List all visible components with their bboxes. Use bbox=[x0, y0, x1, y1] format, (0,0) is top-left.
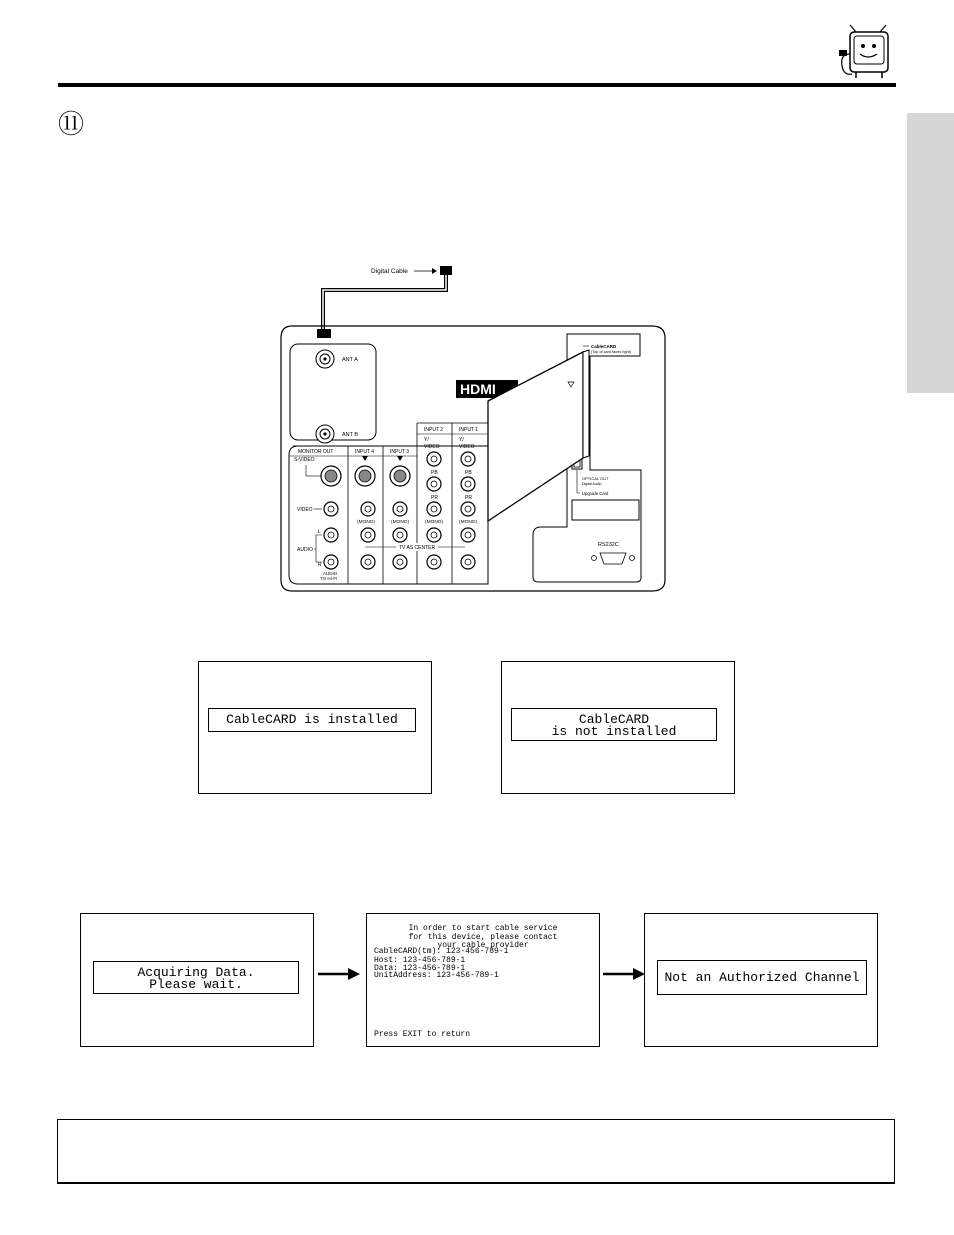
cable-plug-icon bbox=[440, 266, 452, 275]
digital-cable-label: Digital Cable bbox=[371, 268, 408, 275]
input2-pb-label: PB bbox=[431, 470, 438, 476]
input1-pr-label: PR bbox=[465, 495, 472, 501]
not-installed-message: CableCARD is not installed bbox=[511, 708, 717, 741]
ant-b-label: ANT B bbox=[342, 432, 359, 438]
audio-label: AUDIO bbox=[297, 547, 313, 553]
info-ids: CableCARD(tm): 123-456-789-1 Host: 123-456-789-1 Data: 123-456-789-1 bbox=[374, 947, 509, 973]
info-exit-hint: Press EXIT to return bbox=[374, 1030, 471, 1039]
input2-video-label: VIDEO bbox=[424, 444, 440, 450]
audio-to-hifi-label-1: AUDIO bbox=[323, 571, 338, 576]
screen-installed bbox=[198, 661, 432, 794]
rs232c-port bbox=[592, 553, 635, 564]
tv-as-center-label: TV AS CENTER bbox=[399, 545, 436, 551]
note-box bbox=[57, 1119, 895, 1184]
mono-label-1: (MONO) bbox=[459, 520, 478, 525]
optical-out-label: OPTICAL OUT bbox=[582, 476, 609, 481]
input2-pr-label: PR bbox=[431, 495, 438, 501]
section-tab bbox=[907, 113, 954, 393]
mono-label-4: (MONO) bbox=[357, 520, 376, 525]
screen-cable-info bbox=[366, 913, 600, 1047]
input1-video-label: VIDEO bbox=[459, 444, 475, 450]
not-authorized-message: Not an Authorized Channel bbox=[657, 960, 867, 995]
input1-pb-label: PB bbox=[465, 470, 472, 476]
header-rule bbox=[58, 83, 896, 87]
tv-mascot-icon bbox=[836, 24, 896, 80]
video-label: VIDEO bbox=[297, 507, 313, 513]
input1-label: INPUT 1 bbox=[459, 427, 479, 433]
input2-y-label: Y/ bbox=[424, 437, 429, 443]
input4-label: INPUT 4 bbox=[355, 449, 375, 455]
input3-label: INPUT 3 bbox=[390, 449, 410, 455]
cablecard-note: (Top of card faces right) bbox=[591, 350, 631, 354]
input1-y-label: Y/ bbox=[459, 437, 464, 443]
r-label: R bbox=[318, 562, 322, 568]
arrow-right-icon bbox=[316, 966, 362, 982]
audio-to-hifi-label-2: TO HI-FI bbox=[320, 576, 338, 581]
arrow-right-icon bbox=[601, 966, 647, 982]
mono-label-3: (MONO) bbox=[391, 520, 410, 525]
step-marker: ⑪ bbox=[58, 109, 85, 139]
l-label: L bbox=[318, 529, 321, 535]
screen-acquiring bbox=[80, 913, 314, 1047]
upgrade-card-label: Upgrade Card bbox=[582, 491, 609, 496]
ant-a-label: ANT A bbox=[342, 357, 358, 363]
back-panel-diagram bbox=[270, 258, 670, 598]
rs232c-label: RS232C bbox=[598, 542, 619, 548]
hdmi-logo-text: HDMI bbox=[460, 381, 496, 397]
info-header: In order to start cable service for this device, please contact your cable provider bbox=[408, 924, 558, 950]
mono-label-2: (MONO) bbox=[425, 520, 444, 525]
s-video-jack-input3 bbox=[390, 466, 410, 486]
monitor-out-label: MONITOR OUT bbox=[298, 449, 334, 455]
digital-audio-label: Digital Audio bbox=[582, 482, 602, 486]
s-video-label: S-VIDEO bbox=[294, 457, 315, 463]
installed-message: CableCARD is installed bbox=[208, 708, 416, 732]
cablecard-illustration bbox=[488, 352, 583, 521]
screen-not-installed bbox=[501, 661, 735, 794]
s-video-jack-input4 bbox=[355, 466, 375, 486]
screen-not-authorized bbox=[644, 913, 878, 1047]
s-video-jack-monitor bbox=[321, 466, 341, 486]
cablecard-label: CableCARD bbox=[591, 344, 617, 349]
cable-plug-icon bbox=[317, 329, 331, 338]
acquiring-message: Acquiring Data. Please wait. bbox=[93, 961, 299, 994]
input2-label: INPUT 2 bbox=[424, 427, 444, 433]
info-unit-address: UnitAddress: 123-456-789-1 bbox=[374, 971, 499, 980]
